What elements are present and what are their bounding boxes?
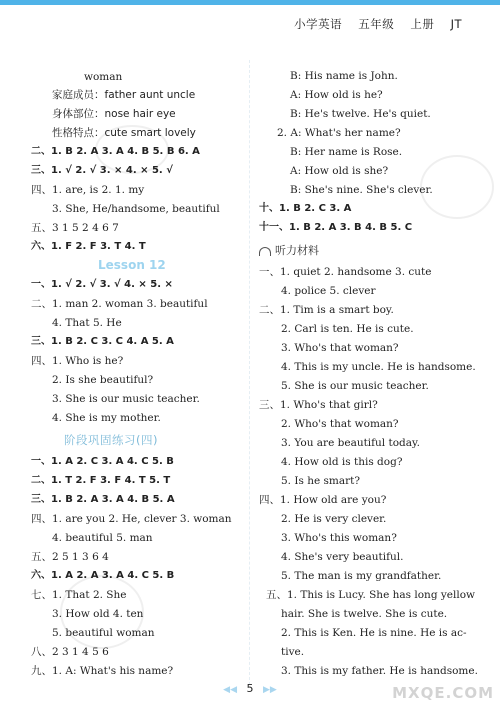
right-line: 3. Who's that woman? <box>281 342 399 354</box>
left-line: 六、1. F 2. F 3. T 4. T <box>31 241 146 252</box>
right-line: 2. This is Ken. He is nine. He is ac- <box>281 627 467 639</box>
left-line: 一、1. A 2. C 3. A 4. C 5. B <box>31 456 174 467</box>
right-line: 2. Who's that woman? <box>281 418 399 430</box>
right-line: 一、1. quiet 2. handsome 3. cute <box>259 266 432 278</box>
left-line: 2. Is she beautiful? <box>52 374 154 386</box>
left-line: 二、1. T 2. F 3. F 4. T 5. T <box>31 475 171 486</box>
right-line: 5. She is our music teacher. <box>281 380 429 392</box>
left-line: 二、1. man 2. woman 3. beautiful <box>31 298 208 310</box>
listening-title <box>259 242 319 258</box>
left-line: 八、2 3 1 4 5 6 <box>31 646 109 658</box>
right-line: 十一、1. B 2. A 3. B 4. B 5. C <box>259 222 413 233</box>
right-line: tive. <box>281 646 305 658</box>
right-line: A: How old is she? <box>290 165 389 177</box>
page-header <box>0 0 500 40</box>
right-line: 2. He is very clever. <box>281 513 387 525</box>
left-line: 一、1. √ 2. √ 3. √ 4. × 5. × <box>31 279 173 290</box>
left-line: woman <box>84 71 123 83</box>
right-line: B: She's nine. She's clever. <box>290 184 433 196</box>
right-line: 3. You are beautiful today. <box>281 437 420 449</box>
right-line: 4. police 5. clever <box>281 285 376 297</box>
right-line: 5. Is he smart? <box>281 475 361 487</box>
page-number: 5 <box>246 682 254 695</box>
left-line: 5. beautiful woman <box>52 627 155 639</box>
listening-title-text: 听力材料 <box>275 244 319 257</box>
left-line: 九、1. A: What's his name? <box>31 665 174 677</box>
prev-arrows-icon: ◀◀ <box>223 685 237 695</box>
left-line: 四、1. are, is 2. 1. my <box>31 184 145 196</box>
right-line: 2. Carl is ten. He is cute. <box>281 323 414 335</box>
right-line: 4. She's very beautiful. <box>281 551 404 563</box>
left-line: 三、1. B 2. C 3. C 4. A 5. A <box>31 336 174 347</box>
left-line: 三、1. B 2. A 3. A 4. B 5. A <box>31 494 175 505</box>
header-accent-strip <box>0 0 500 5</box>
header-title <box>294 16 462 32</box>
right-line: 2. A: What's her name? <box>277 127 401 139</box>
left-line: 六、1. A 2. A 3. A 4. C 5. B <box>31 570 175 581</box>
left-line: 五、3 1 5 2 4 6 7 <box>31 222 119 234</box>
left-line: 性格特点：cute smart lovely <box>52 127 196 139</box>
left-line: 四、1. are you 2. He, clever 3. woman <box>31 513 232 525</box>
right-line: 3. Who's this woman? <box>281 532 397 544</box>
headphone-icon <box>259 247 271 256</box>
left-line: 二、1. B 2. A 3. A 4. B 5. B 6. A <box>31 146 200 157</box>
left-line: 家庭成员：father aunt uncle <box>52 89 196 101</box>
header-term: 上册 <box>410 17 435 31</box>
left-line: 3. How old 4. ten <box>52 608 144 620</box>
left-line: 4. beautiful 5. man <box>52 532 153 544</box>
next-arrows-icon: ▶▶ <box>263 685 277 695</box>
right-line: B: He's twelve. He's quiet. <box>290 108 431 120</box>
watermark: MXQE.COM <box>392 684 494 702</box>
right-line: B: Her name is Rose. <box>290 146 403 158</box>
left-line: 三、1. √ 2. √ 3. × 4. × 5. √ <box>31 165 173 176</box>
left-line: 五、2 5 1 3 6 4 <box>31 551 109 563</box>
lesson-title: Lesson 12 <box>98 258 166 272</box>
right-line: 二、1. Tim is a smart boy. <box>259 304 394 316</box>
header-subject: 小学英语 <box>294 17 343 31</box>
right-line: 五、1. This is Lucy. She has long yellow <box>266 589 476 601</box>
left-line: 3. She is our music teacher. <box>52 393 200 405</box>
right-line: B: His name is John. <box>290 70 398 82</box>
stage-review-title: 阶段巩固练习(四) <box>64 433 158 447</box>
left-line: 七、1. That 2. She <box>31 589 127 601</box>
right-line: 四、1. How old are you? <box>259 494 387 506</box>
left-line: 身体部位：nose hair eye <box>52 108 176 120</box>
right-line: 三、1. Who's that girl? <box>259 399 378 411</box>
right-line: 4. This is my uncle. He is handsome. <box>281 361 476 373</box>
right-line: 4. How old is this dog? <box>281 456 403 468</box>
right-line: hair. She is twelve. She is cute. <box>281 608 448 620</box>
left-line: 4. That 5. He <box>52 317 122 329</box>
left-line: 3. She, He/handsome, beautiful <box>52 203 220 215</box>
header-edition: JT <box>450 17 462 31</box>
right-line: 3. This is my father. He is handsome. <box>281 665 478 677</box>
right-line: 5. The man is my grandfather. <box>281 570 442 582</box>
left-line: 四、1. Who is he? <box>31 355 124 367</box>
right-line: 十、1. B 2. C 3. A <box>259 203 352 214</box>
column-divider <box>249 60 250 685</box>
left-line: 4. She is my mother. <box>52 412 161 424</box>
right-line: A: How old is he? <box>290 89 383 101</box>
header-grade: 五年级 <box>358 17 395 31</box>
